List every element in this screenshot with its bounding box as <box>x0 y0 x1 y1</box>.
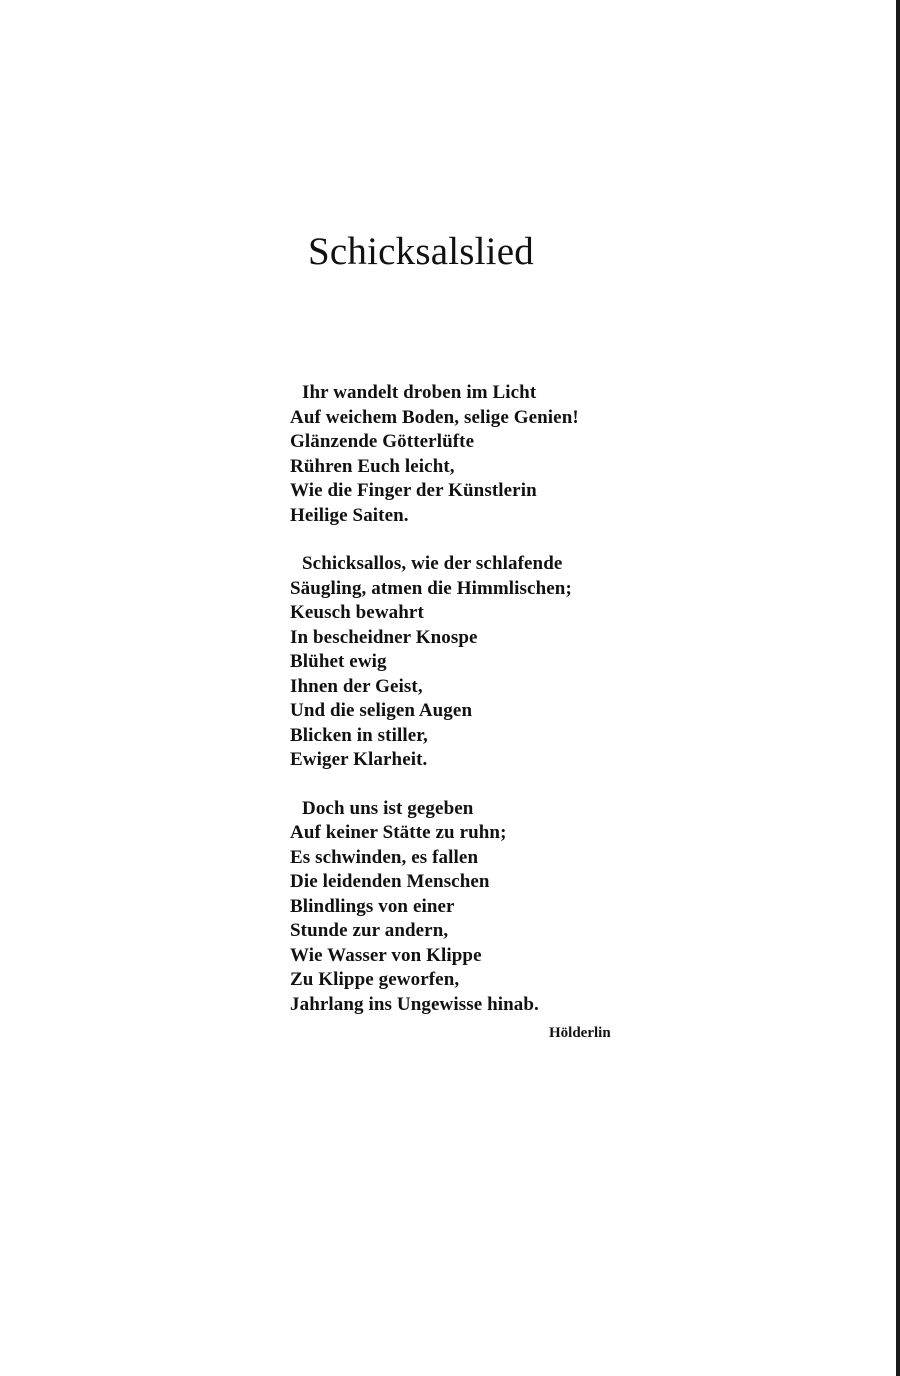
poem-title: Schicksalslied <box>308 230 534 273</box>
poem-author: Hölderlin <box>549 1025 611 1041</box>
poem-line: Zu Klippe geworfen, <box>290 969 460 990</box>
poem-line: Schicksallos, wie der schlafende <box>302 553 563 574</box>
poem-line: Es schwinden, es fallen <box>290 846 479 868</box>
poem-line: In bescheidner Knospe <box>290 626 478 648</box>
poem-line: Blühet ewig <box>290 651 387 672</box>
poem-line: Und die seligen Augen <box>290 700 473 721</box>
poem-line: Keusch bewahrt <box>290 602 424 623</box>
poem-line: Auf keiner Stätte zu ruhn; <box>290 822 507 843</box>
poem-line: Auf weichem Boden, selige Genien! <box>290 406 579 428</box>
stanza-2 <box>290 552 650 773</box>
poem-line: Glänzende Götterlüfte <box>290 431 475 452</box>
poem-line: Doch uns ist gegeben <box>302 797 474 819</box>
poem-line: Säugling, atmen die Himmlischen; <box>290 577 572 599</box>
poem-line: Ewiger Klarheit. <box>290 749 428 770</box>
stanza-1 <box>290 381 650 528</box>
poem-line: Wie Wasser von Klippe <box>290 944 482 966</box>
stanza-3 <box>290 797 650 1018</box>
poem-line: Blicken in stiller, <box>290 724 428 746</box>
poem-line: Ihnen der Geist, <box>290 675 423 697</box>
poem-line: Rühren Euch leicht, <box>290 455 455 477</box>
poem-line: Jahrlang ins Ungewisse hinab. <box>290 993 539 1015</box>
poem-line: Ihr wandelt droben im Licht <box>302 382 537 403</box>
poem-body <box>290 381 650 1041</box>
poem-line: Wie die Finger der Künstlerin <box>290 480 537 501</box>
poem-line: Stunde zur andern, <box>290 920 449 941</box>
poem-line: Die leidenden Menschen <box>290 871 490 892</box>
page-edge-border <box>896 0 900 1376</box>
poem-line: Heilige Saiten. <box>290 504 409 526</box>
poem-line: Blindlings von einer <box>290 895 455 917</box>
